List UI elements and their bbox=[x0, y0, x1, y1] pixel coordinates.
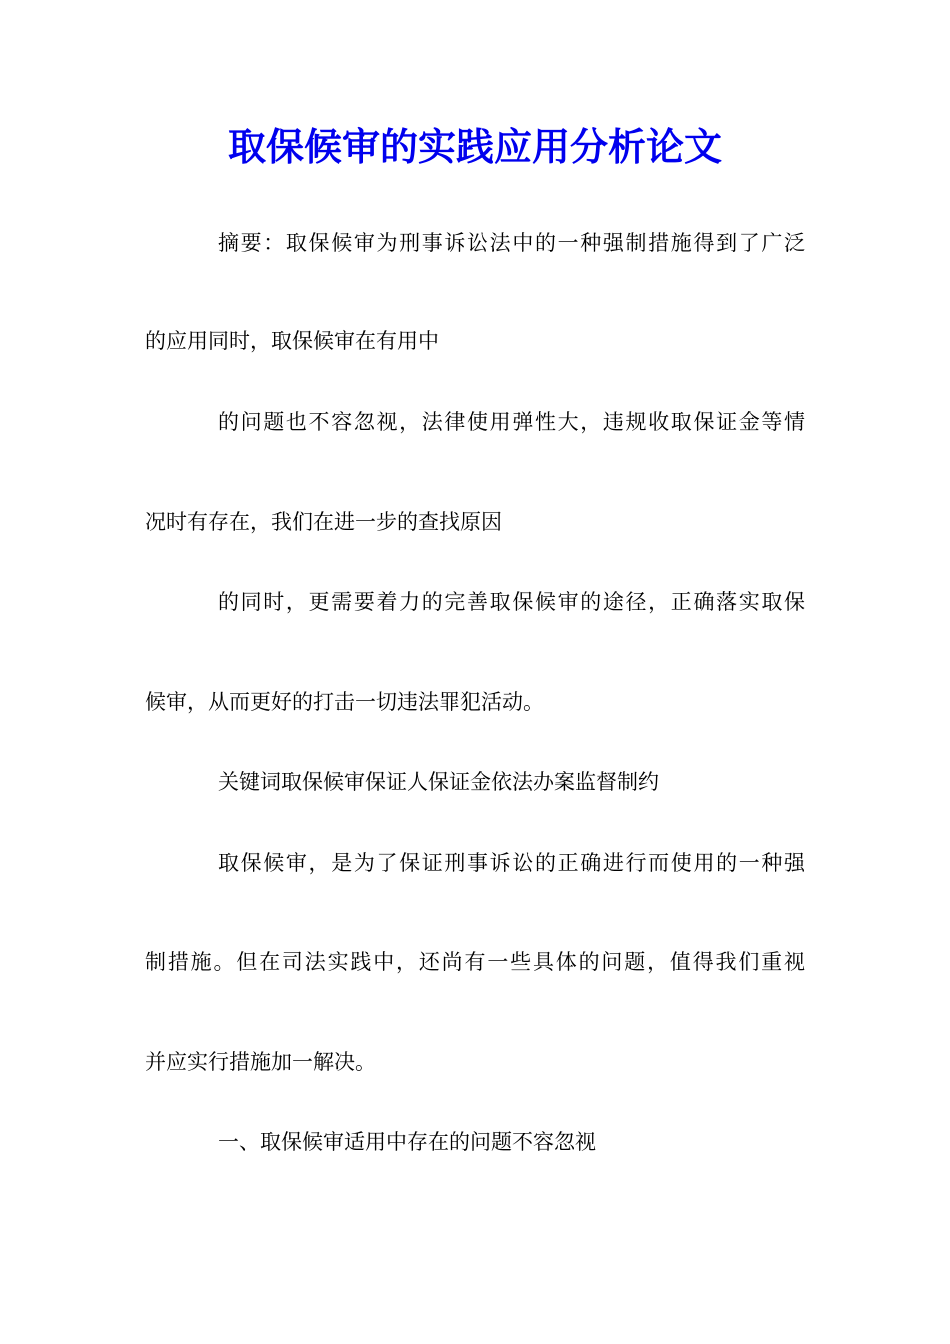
abstract-line-1: 摘要：取保候审为刑事诉讼法中的一种强制措施得到了广泛 bbox=[218, 231, 805, 255]
abstract-line-5: 的同时，更需要着力的完善取保候审的途径，正确落实取保 bbox=[218, 590, 805, 614]
body-line-2: 制措施。但在司法实践中，还尚有一些具体的问题，值得我们重视 bbox=[145, 950, 805, 974]
body-line-1: 取保候审，是为了保证刑事诉讼的正确进行而使用的一种强 bbox=[218, 851, 805, 875]
abstract-line-3: 的问题也不容忽视，法律使用弹性大，违规收取保证金等情 bbox=[218, 410, 805, 434]
abstract-line-6: 候审，从而更好的打击一切违法罪犯活动。 bbox=[145, 690, 544, 714]
abstract-line-2: 的应用同时，取保候审在有用中 bbox=[145, 329, 439, 353]
keywords-line: 关键词取保候审保证人保证金依法办案监督制约 bbox=[218, 770, 659, 794]
body-line-3: 并应实行措施加一解决。 bbox=[145, 1050, 376, 1074]
abstract-line-4: 况时有存在，我们在进一步的查找原因 bbox=[145, 510, 502, 534]
section-heading-1: 一、取保候审适用中存在的问题不容忽视 bbox=[218, 1130, 596, 1154]
document-title: 取保候审的实践应用分析论文 bbox=[227, 124, 722, 169]
